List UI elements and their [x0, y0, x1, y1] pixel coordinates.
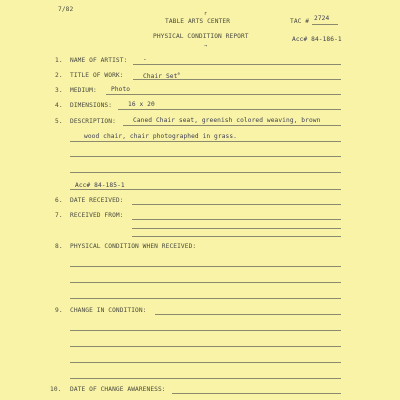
change-awareness-line	[172, 393, 341, 394]
received-from-line	[132, 236, 341, 237]
acc-header: Acc# 84-186-1	[292, 36, 342, 43]
artist-line	[133, 64, 341, 65]
field-number: 2.	[55, 72, 63, 79]
condition-line	[70, 298, 341, 299]
field-number: 6.	[55, 197, 63, 204]
field-number: 7.	[55, 212, 63, 219]
small-mark: →	[204, 43, 208, 49]
org-mark: r	[204, 11, 208, 17]
dimensions-value: 16 x 20	[128, 101, 155, 108]
field-number: 10.	[50, 386, 62, 393]
title-value: Chair Set$^e$	[143, 71, 180, 81]
report-title: PHYSICAL CONDITION REPORT	[153, 33, 249, 40]
acc-line	[70, 189, 341, 190]
field-number: 4.	[55, 102, 63, 109]
condition-line	[70, 282, 341, 283]
description-value-line2: wood chair, chair photographed in grass.	[84, 133, 238, 140]
dimensions-line	[118, 109, 341, 110]
field-number: 3.	[55, 87, 63, 94]
field-number: 8.	[55, 243, 63, 250]
medium-value: Photo	[111, 86, 131, 93]
description-line	[123, 125, 341, 126]
title-line	[133, 79, 341, 80]
change-awareness-label: DATE OF CHANGE AWARENESS:	[70, 386, 166, 393]
condition-line	[70, 266, 341, 267]
corner-date: 7/82	[58, 6, 74, 13]
description-line	[70, 141, 341, 142]
date-received-line	[132, 204, 341, 205]
change-condition-label: CHANGE IN CONDITION:	[70, 307, 147, 314]
date-received-label: DATE RECEIVED:	[70, 197, 124, 204]
medium-label: MEDIUM:	[70, 87, 97, 94]
field-number: 5.	[55, 118, 63, 125]
dimensions-label: DIMENSIONS:	[70, 102, 113, 109]
change-line	[70, 346, 341, 347]
title-value-sup: e	[177, 71, 180, 76]
received-from-line	[132, 219, 341, 220]
field-number: 9.	[55, 307, 63, 314]
received-from-label: RECEIVED FROM:	[70, 212, 124, 219]
tac-underline	[312, 24, 338, 25]
tac-number: 2724	[314, 15, 330, 22]
change-line	[155, 314, 341, 315]
description-line	[70, 156, 341, 157]
field-number: 1.	[55, 57, 63, 64]
description-line	[70, 172, 341, 173]
org-name: TABLE ARTS CENTER	[165, 18, 231, 25]
artist-label: NAME OF ARTIST:	[70, 57, 128, 64]
change-line	[70, 378, 341, 379]
title-label: TITLE OF WORK:	[70, 72, 124, 79]
description-label: DESCRIPTION:	[70, 118, 116, 125]
description-value: Caned Chair seat, greenish colored weaving, brown	[133, 117, 321, 124]
medium-line	[106, 94, 341, 95]
artist-value: -	[143, 56, 147, 63]
received-from-line	[132, 228, 341, 229]
tac-label: TAC #	[290, 18, 310, 25]
condition-received-label: PHYSICAL CONDITION WHEN RECEIVED:	[70, 243, 197, 250]
change-line	[70, 362, 341, 363]
change-line	[70, 330, 341, 331]
acc-number: Acc# 84-185-1	[75, 182, 125, 189]
